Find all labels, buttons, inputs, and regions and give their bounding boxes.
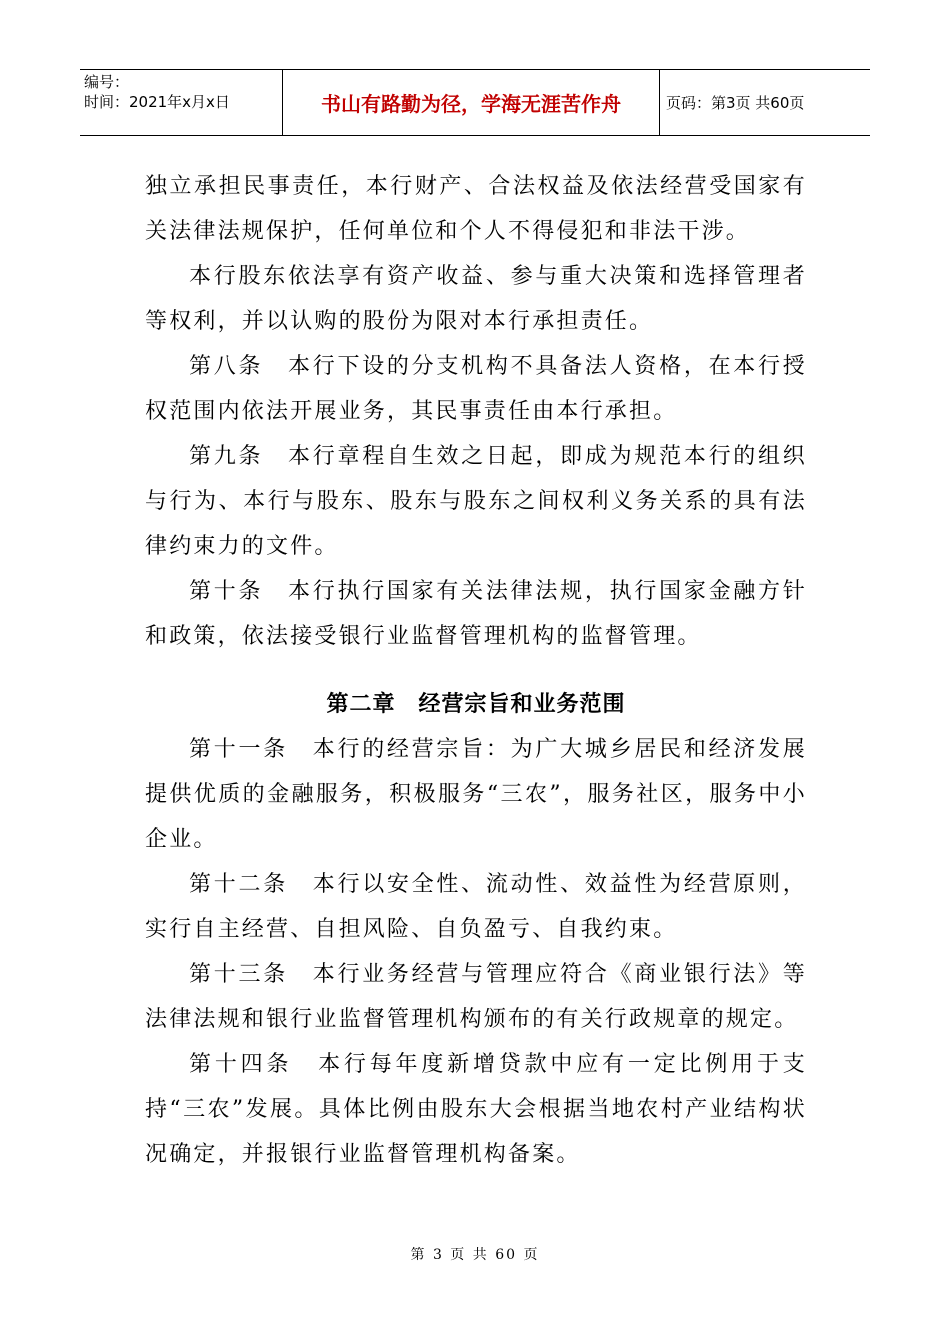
document-body: [145, 164, 807, 1177]
header-meta: [80, 70, 282, 135]
header-page-label: 页码：第3页 共60页: [666, 94, 805, 112]
header-time-label: 时间：2021年x月x日: [84, 93, 230, 111]
article-9: 第九条 本行章程自生效之日起，即成为规范本行的组织与行为、本行与股东、股东与股东之间权利义务关系的具有法律约束力的文件。: [145, 444, 807, 559]
paragraph: 本行股东依法享有资产收益、参与重大决策和选择管理者等权利，并以认购的股份为限对本行承担责任。: [145, 264, 807, 334]
header-number-label: 编号：: [84, 73, 130, 91]
article-12: 第十二条 本行以安全性、流动性、效益性为经营原则，实行自主经营、自担风险、自负盈亏、自我约束。: [145, 872, 807, 942]
chapter-title: 第二章 经营宗旨和业务范围: [326, 692, 626, 717]
header-motto: 书山有路勤为径，学海无涯苦作舟: [282, 70, 660, 135]
article-11: 第十一条 本行的经营宗旨：为广大城乡居民和经济发展提供优质的金融服务，积极服务“三农”，服务社区，服务中小企业。: [145, 737, 807, 852]
page-footer: 第 3 页 共 60 页: [410, 1247, 540, 1263]
article-13: 第十三条 本行业务经营与管理应符合《商业银行法》等法律法规和银行业监督管理机构颁布的有关行政规章的规定。: [145, 962, 807, 1032]
paragraph: 独立承担民事责任，本行财产、合法权益及依法经营受国家有关法律法规保护，任何单位和个人不得侵犯和非法干涉。: [145, 174, 807, 244]
article-14: 第十四条 本行每年度新增贷款中应有一定比例用于支持“三农”发展。具体比例由股东大会根据当地农村产业结构状况确定，并报银行业监督管理机构备案。: [145, 1052, 807, 1167]
article-8: 第八条 本行下设的分支机构不具备法人资格，在本行授权范围内依法开展业务，其民事责任由本行承担。: [145, 354, 807, 424]
page-header: [80, 69, 870, 136]
article-10: 第十条 本行执行国家有关法律法规，执行国家金融方针和政策，依法接受银行业监督管理机构的监督管理。: [145, 579, 807, 649]
